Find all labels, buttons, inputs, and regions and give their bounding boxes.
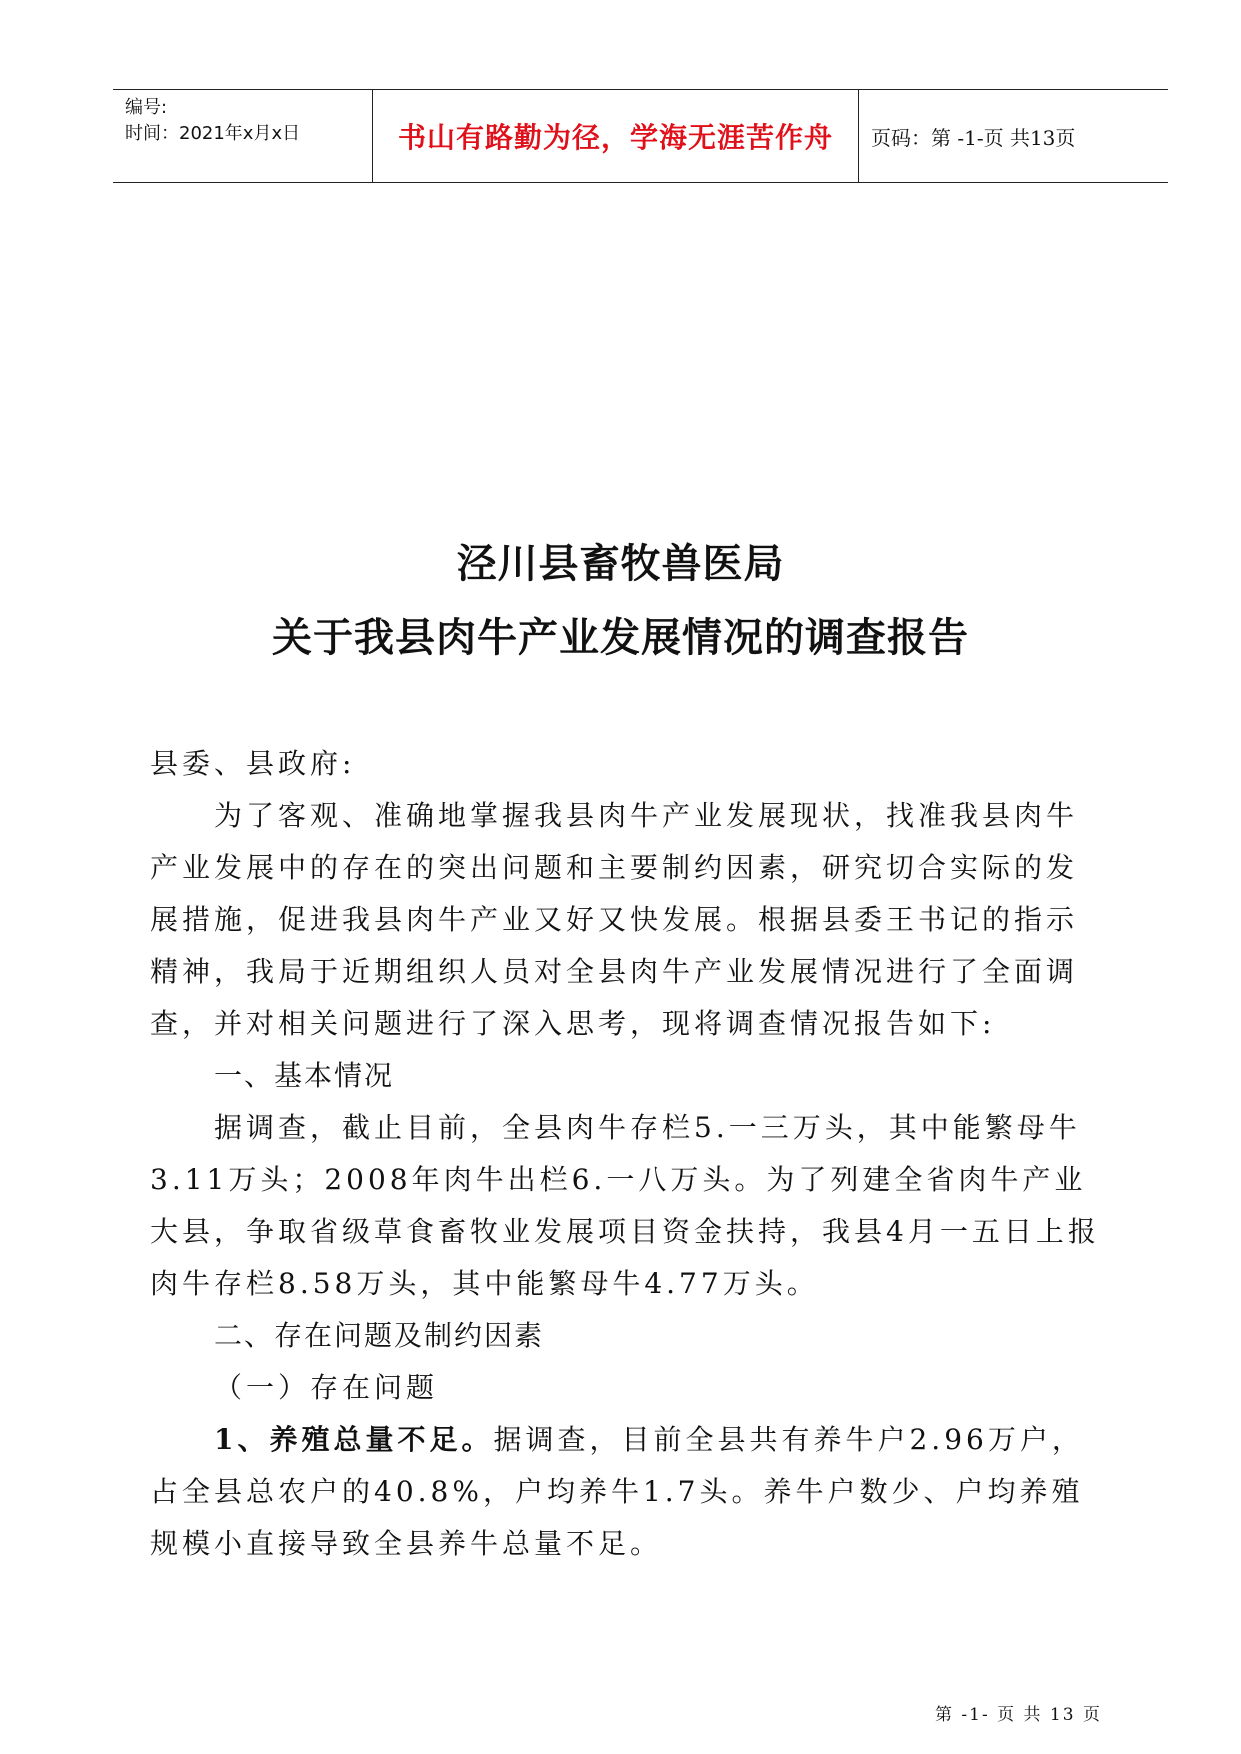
subsection1-heading: （一）存在问题 bbox=[214, 1371, 439, 1404]
section2-heading: 二、存在问题及制约因素 bbox=[214, 1319, 545, 1352]
header-meta bbox=[113, 90, 372, 182]
time-label: 时间：2021年x月x日 bbox=[125, 123, 301, 144]
page-header bbox=[113, 89, 1168, 183]
item1-title: 1、养殖总量不足。 bbox=[214, 1423, 494, 1456]
header-motto-cell bbox=[372, 90, 859, 182]
item1-text: 据调查，目前全县共有养牛户2.96万户，占全县总农户的40.8%，户均养牛1.7头。养牛户数少、户均养殖规模小直接导致全县养牛总量不足。 bbox=[150, 1423, 1084, 1560]
document-title-line1: 泾川县畜牧兽医局 bbox=[456, 540, 785, 587]
section1-heading: 一、基本情况 bbox=[214, 1059, 395, 1092]
page-info-text: 页码：第 -1-页 共13页 bbox=[871, 125, 1076, 150]
intro-paragraph: 为了客观、准确地掌握我县肉牛产业发展现状，找准我县肉牛产业发展中的存在的突出问题和主要制约因素，研究切合实际的发展措施，促进我县肉牛产业又好又快发展。根据县委王书记的指示精神，我局于近期组织人员对全县肉牛产业发展情况进行了全面调查，并对相关问题进行了深入思考，现将调查情况报告如下: bbox=[150, 799, 1079, 1040]
page-footer: 第 -1- 页 共 13 页 bbox=[935, 1705, 1102, 1725]
document-title-line2: 关于我县肉牛产业发展情况的调查报告 bbox=[272, 614, 969, 661]
section1-paragraph: 据调查，截止目前，全县肉牛存栏5.一三万头，其中能繁母牛3.11万头；2008年肉牛出栏6.一八万头。为了列建全省肉牛产业大县，争取省级草食畜牧业发展项目资金扶持，我县4月一五日上报肉牛存栏8.58万头，其中能繁母牛4.77万头。 bbox=[150, 1111, 1100, 1300]
motto-text: 书山有路勤为径，学海无涯苦作舟 bbox=[397, 121, 833, 154]
header-page-info bbox=[859, 90, 1168, 182]
number-label: 编号: bbox=[125, 97, 168, 118]
salutation: 县委、县政府: bbox=[150, 747, 356, 780]
item1-paragraph bbox=[150, 1414, 1105, 1570]
